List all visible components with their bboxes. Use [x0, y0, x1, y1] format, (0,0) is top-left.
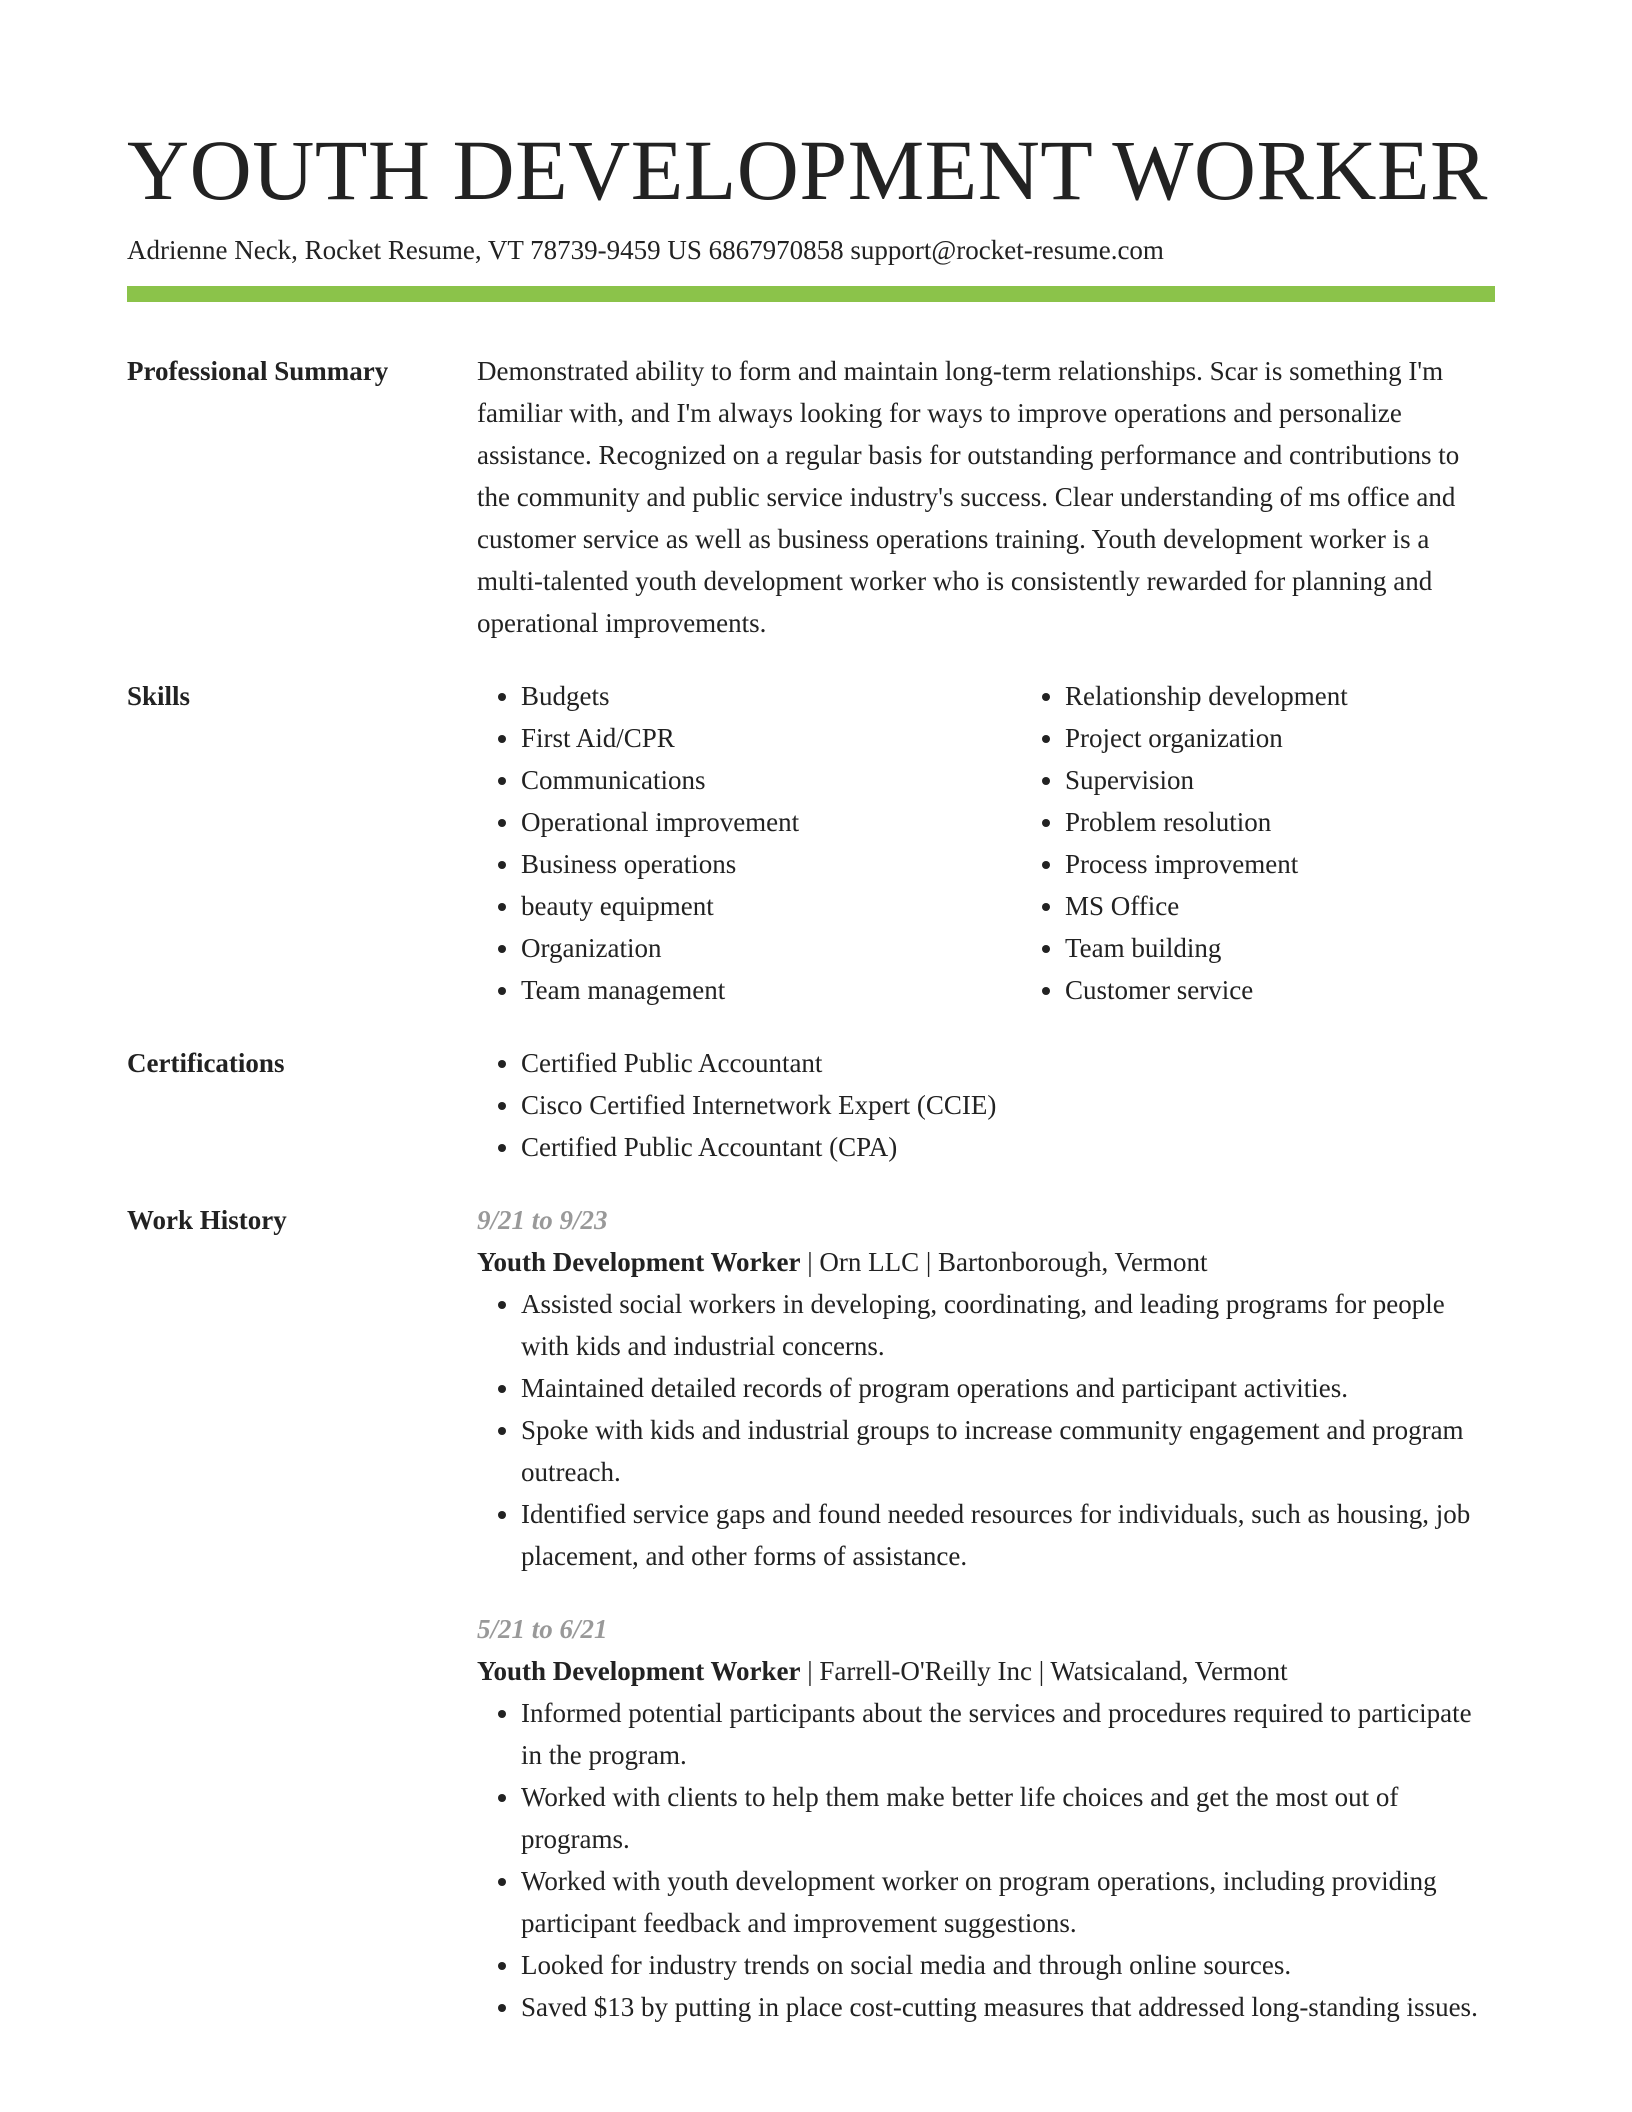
- work-history-body: [477, 1199, 1495, 2028]
- skill-item: • Project organization: [1065, 717, 1577, 759]
- job-bullets: [477, 1283, 1495, 1577]
- job-bullet: • Identified service gaps and found needed resources for individuals, such as housing, job placement, and other forms of assistance.: [521, 1493, 1495, 1577]
- job-bullet: • Worked with clients to help them make better life choices and get the most out of programs.: [521, 1776, 1495, 1860]
- job-bullet: • Worked with youth development worker on program operations, including providing participant feedback and improvement suggestions.: [521, 1860, 1495, 1944]
- skill-item: • Budgets: [521, 675, 1021, 717]
- skill-item: • First Aid/CPR: [521, 717, 1021, 759]
- certifications-body: [477, 1042, 1495, 1168]
- contact-line: Adrienne Neck, Rocket Resume, VT 78739-9459 US 6867970858 support@rocket-resume.com: [127, 235, 1164, 265]
- skill-item: • Operational improvement: [521, 801, 1021, 843]
- section-label-summary: Professional Summary: [127, 356, 389, 386]
- skills-list-left: [477, 675, 1021, 1011]
- job-bullet: • Maintained detailed records of program operations and participant activities.: [521, 1367, 1495, 1409]
- section-label-work-history: Work History: [127, 1205, 287, 1235]
- skill-item: • Problem resolution: [1065, 801, 1577, 843]
- skill-item: • MS Office: [1065, 885, 1577, 927]
- skill-item: • Customer service: [1065, 969, 1577, 1011]
- job-bullet: • Spoke with kids and industrial groups to increase community engagement and program outreach.: [521, 1409, 1495, 1493]
- header-divider: [127, 286, 1495, 302]
- job-dates: 5/21 to 6/21: [477, 1614, 608, 1644]
- section-label-certifications: Certifications: [127, 1048, 285, 1078]
- skill-item: • Supervision: [1065, 759, 1577, 801]
- job-title: Youth Development Worker: [477, 1656, 801, 1686]
- resume-page: [127, 118, 1495, 2028]
- job-bullet: • Informed potential participants about the services and procedures required to participate in the program.: [521, 1692, 1495, 1776]
- skills-grid: [477, 675, 1577, 1011]
- certifications-section: [127, 1042, 1495, 1168]
- resume-title: YOUTH DEVELOPMENT WORKER: [127, 122, 1488, 218]
- work-history-section: [127, 1199, 1495, 2028]
- job-title: Youth Development Worker: [477, 1247, 801, 1277]
- job-dates: 9/21 to 9/23: [477, 1205, 608, 1235]
- certification-item: • Certified Public Accountant: [521, 1042, 1495, 1084]
- skill-item: • beauty equipment: [521, 885, 1021, 927]
- job-details: | Farrell-O'Reilly Inc | Watsicaland, Vermont: [800, 1656, 1288, 1686]
- job-title-line: [477, 1241, 1495, 1283]
- job-bullet: • Assisted social workers in developing, coordinating, and leading programs for people with kids and industrial concerns.: [521, 1283, 1495, 1367]
- skill-item: • Business operations: [521, 843, 1021, 885]
- summary-text: Demonstrated ability to form and maintain long-term relationships. Scar is something I'm familiar with, and I'm always looking for ways to improve operations and personalize assistance. Recognized on a regular basis for outstanding performance and contributions to the community and public service industry's success. Clear understanding of ms office and customer service as well as business operations training. Youth development worker is a multi-talented youth development worker who is consistently rewarded for planning and operational improvements.: [477, 356, 1460, 638]
- job-entry: [477, 1608, 1495, 2028]
- job-entry: [477, 1199, 1495, 1577]
- skill-item: • Team management: [521, 969, 1021, 1011]
- job-bullet: • Saved $13 by putting in place cost-cutting measures that addressed long-standing issues.: [521, 1986, 1495, 2028]
- skill-item: • Organization: [521, 927, 1021, 969]
- skill-item: • Communications: [521, 759, 1021, 801]
- skills-list-right: [1021, 675, 1577, 1011]
- professional-summary-section: [127, 350, 1495, 644]
- certifications-list: [477, 1042, 1495, 1168]
- skill-item: • Process improvement: [1065, 843, 1577, 885]
- skill-item: • Team building: [1065, 927, 1577, 969]
- job-details: | Orn LLC | Bartonborough, Vermont: [800, 1247, 1208, 1277]
- skills-section: [127, 675, 1495, 1011]
- job-title-line: [477, 1650, 1495, 1692]
- section-label-skills: Skills: [127, 681, 191, 711]
- job-bullets: [477, 1692, 1495, 2028]
- job-bullet: • Looked for industry trends on social media and through online sources.: [521, 1944, 1495, 1986]
- skill-item: • Relationship development: [1065, 675, 1577, 717]
- certification-item: • Certified Public Accountant (CPA): [521, 1126, 1495, 1168]
- certification-item: • Cisco Certified Internetwork Expert (CCIE): [521, 1084, 1495, 1126]
